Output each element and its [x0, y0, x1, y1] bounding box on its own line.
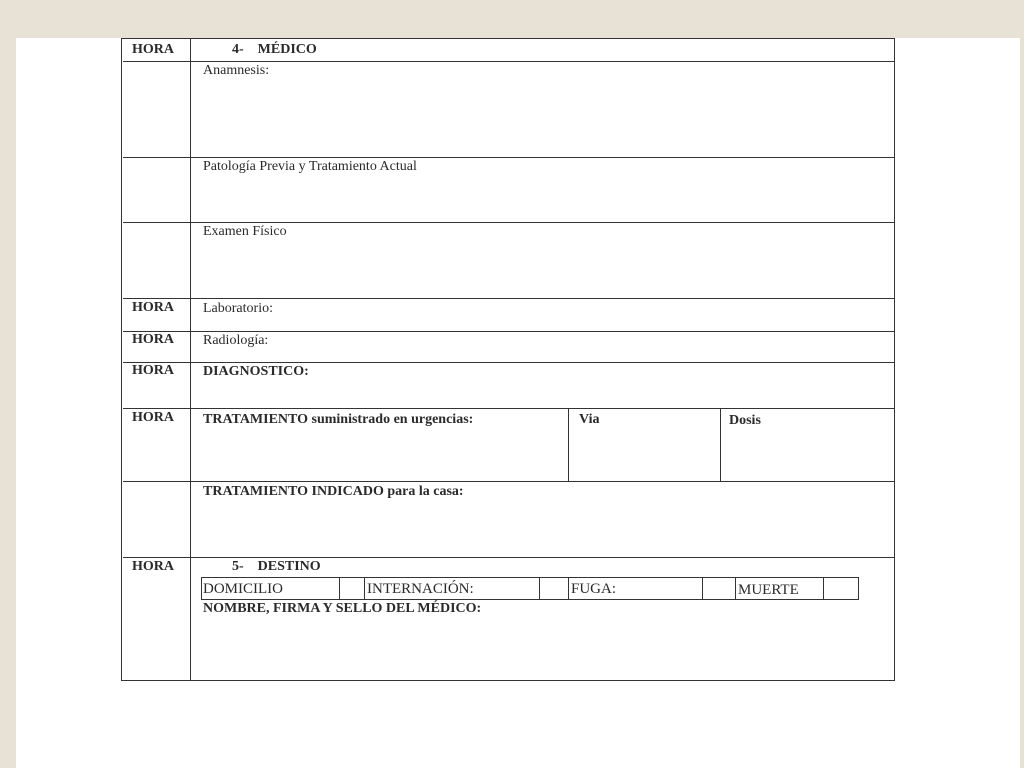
rule-muerte-left [735, 577, 736, 600]
hora-radiologia: HORA [132, 332, 174, 347]
rule-internacion-left [364, 577, 365, 600]
rule-laboratorio-bottom [123, 331, 895, 332]
option-muerte: MUERTE [738, 582, 799, 598]
radiologia-label: Radiología: [203, 333, 269, 348]
rule-radiologia-bottom [123, 362, 895, 363]
hora-laboratorio: HORA [132, 300, 174, 315]
hora-tratamiento: HORA [132, 410, 174, 425]
hora-header: HORA [132, 42, 174, 57]
section-5-title: 5- DESTINO [232, 559, 321, 574]
tratamiento-label: TRATAMIENTO suministrado en urgencias: [203, 412, 474, 427]
hora-destino: HORA [132, 559, 174, 574]
rule-casa-bottom [123, 557, 895, 558]
firma-label: NOMBRE, FIRMA Y SELLO DEL MÉDICO: [203, 601, 482, 616]
rule-hora-column [190, 38, 191, 681]
rule-fuga-check [702, 577, 703, 600]
option-internacion: INTERNACIÓN: [367, 581, 474, 597]
patologia-label: Patología Previa y Tratamiento Actual [203, 159, 417, 174]
via-label: Via [579, 412, 600, 427]
section-4-title: 4- MÉDICO [232, 42, 317, 57]
rule-diagnostico-bottom [123, 408, 895, 409]
rule-patologia-bottom [123, 222, 895, 223]
rule-internacion-check [539, 577, 540, 600]
tratamiento-casa-label: TRATAMIENTO INDICADO para la casa: [203, 484, 464, 499]
anamnesis-label: Anamnesis: [203, 63, 270, 78]
rule-domicilio-check [339, 577, 340, 600]
option-domicilio: DOMICILIO [203, 581, 283, 597]
rule-muerte-check [823, 577, 824, 600]
laboratorio-label: Laboratorio: [203, 301, 273, 316]
rule-tratamiento-bottom [123, 481, 895, 482]
diagnostico-label: DIAGNOSTICO: [203, 364, 309, 379]
dosis-label: Dosis [729, 413, 761, 428]
rule-via-left [568, 408, 569, 482]
rule-anamnesis-bottom [123, 157, 895, 158]
option-fuga: FUGA: [571, 581, 617, 597]
rule-dosis-left [720, 408, 721, 482]
rule-header-bottom [123, 61, 895, 62]
examen-fisico-label: Examen Físico [203, 224, 287, 239]
rule-fuga-left [568, 577, 569, 600]
rule-examen-bottom [123, 298, 895, 299]
hora-diagnostico: HORA [132, 363, 174, 378]
